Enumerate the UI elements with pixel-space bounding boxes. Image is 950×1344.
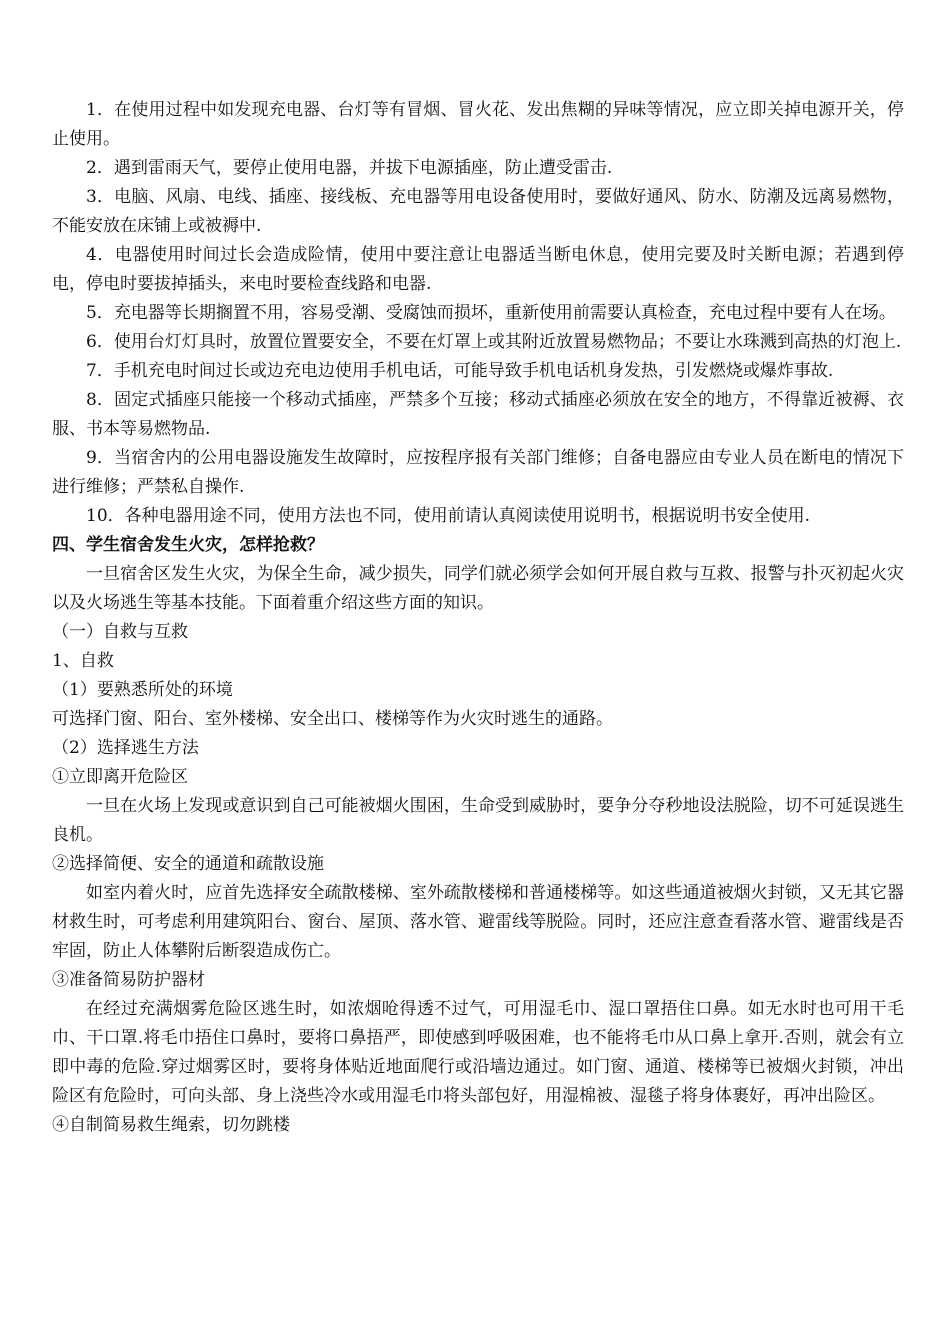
rule-7: 7．手机充电时间过长或边充电边使用手机电话，可能导致手机电话机身发热，引发燃烧或爆炸事故. <box>86 361 834 381</box>
method-4-title: ④自制简易救生绳索，切勿跳楼 <box>52 1115 290 1135</box>
item-2-title: （2）选择逃生方法 <box>52 738 199 758</box>
rule-6: 6．使用台灯灯具时，放置位置要安全，不要在灯罩上或其附近放置易燃物品；不要让水珠溅到高热的灯泡上. <box>86 332 902 352</box>
item-1-title: （1）要熟悉所处的环境 <box>52 680 233 700</box>
rule-1: 1．在使用过程中如发现充电器、台灯等有冒烟、冒火花、发出焦糊的异味等情况，应立即关掉电源开关，停止使用。 <box>52 100 904 149</box>
method-2-title: ②选择简便、安全的通道和疏散设施 <box>52 854 324 874</box>
method-1-body: 一旦在火场上发现或意识到自己可能被烟火围困，生命受到威胁时，要争分夺秒地设法脱险，切不可延误逃生良机。 <box>52 796 904 845</box>
part-title: （一）自救与互救 <box>52 622 188 642</box>
rule-5: 5．充电器等长期搁置不用，容易受潮、受腐蚀而损坏，重新使用前需要认真检查，充电过程中要有人在场。 <box>86 303 896 323</box>
method-2-body: 如室内着火时，应首先选择安全疏散楼梯、室外疏散楼梯和普通楼梯等。如这些通道被烟火封锁，又无其它器材救生时，可考虑利用建筑阳台、窗台、屋顶、落水管、避雷线等脱险。同时，还应注意查看落水管、避雷线是否牢固，防止人体攀附后断裂造成伤亡。 <box>52 883 904 961</box>
rule-4: 4．电器使用时间过长会造成险情，使用中要注意让电器适当断电休息，使用完要及时关断电源；若遇到停电，停电时要拔掉插头，来电时要检查线路和电器. <box>52 245 904 294</box>
document-page <box>52 96 904 1140</box>
rule-9: 9．当宿舍内的公用电器设施发生故障时，应按程序报有关部门维修；自备电器应由专业人员在断电的情况下进行维修；严禁私自操作. <box>52 448 904 497</box>
method-3-body: 在经过充满烟雾危险区逃生时，如浓烟呛得透不过气，可用湿毛巾、湿口罩捂住口鼻。如无水时也可用干毛巾、干口罩.将毛巾捂住口鼻时，要将口鼻捂严，即使感到呼吸困难，也不能将毛巾从口鼻上拿开.否则，就会有立即中毒的危险.穿过烟雾区时，要将身体贴近地面爬行或沿墙边通过。如门窗、通道、楼梯等已被烟火封锁，冲出险区有危险时，可向头部、身上浇些冷水或用湿毛巾将头部包好，用湿棉被、湿毯子将身体裹好，再冲出险区。 <box>52 999 904 1106</box>
rule-3: 3．电脑、风扇、电线、插座、接线板、充电器等用电设备使用时，要做好通风、防水、防潮及远离易燃物，不能安放在床铺上或被褥中. <box>52 187 904 236</box>
method-1-title: ①立即离开危险区 <box>52 767 188 787</box>
item-1-body: 可选择门窗、阳台、室外楼梯、安全出口、楼梯等作为火灾时逃生的通路。 <box>52 709 613 729</box>
rule-2: 2．遇到雷雨天气，要停止使用电器，并拔下电源插座，防止遭受雷击. <box>86 158 613 178</box>
section-intro: 一旦宿舍区发生火灾，为保全生命，减少损失，同学们就必须学会如何开展自救与互救、报警与扑灭初起火灾以及火场逃生等基本技能。下面着重介绍这些方面的知识。 <box>52 564 904 613</box>
method-3-title: ③准备简易防护器材 <box>52 970 205 990</box>
rule-8: 8．固定式插座只能接一个移动式插座，严禁多个互接；移动式插座必须放在安全的地方，不得靠近被褥、衣服、书本等易燃物品. <box>52 390 904 439</box>
rule-10: 10．各种电器用途不同，使用方法也不同，使用前请认真阅读使用说明书，根据说明书安全使用. <box>86 506 811 526</box>
subsection-title: 1、自救 <box>52 651 114 671</box>
section-heading: 四、学生宿舍发生火灾，怎样抢救？ <box>52 535 324 555</box>
